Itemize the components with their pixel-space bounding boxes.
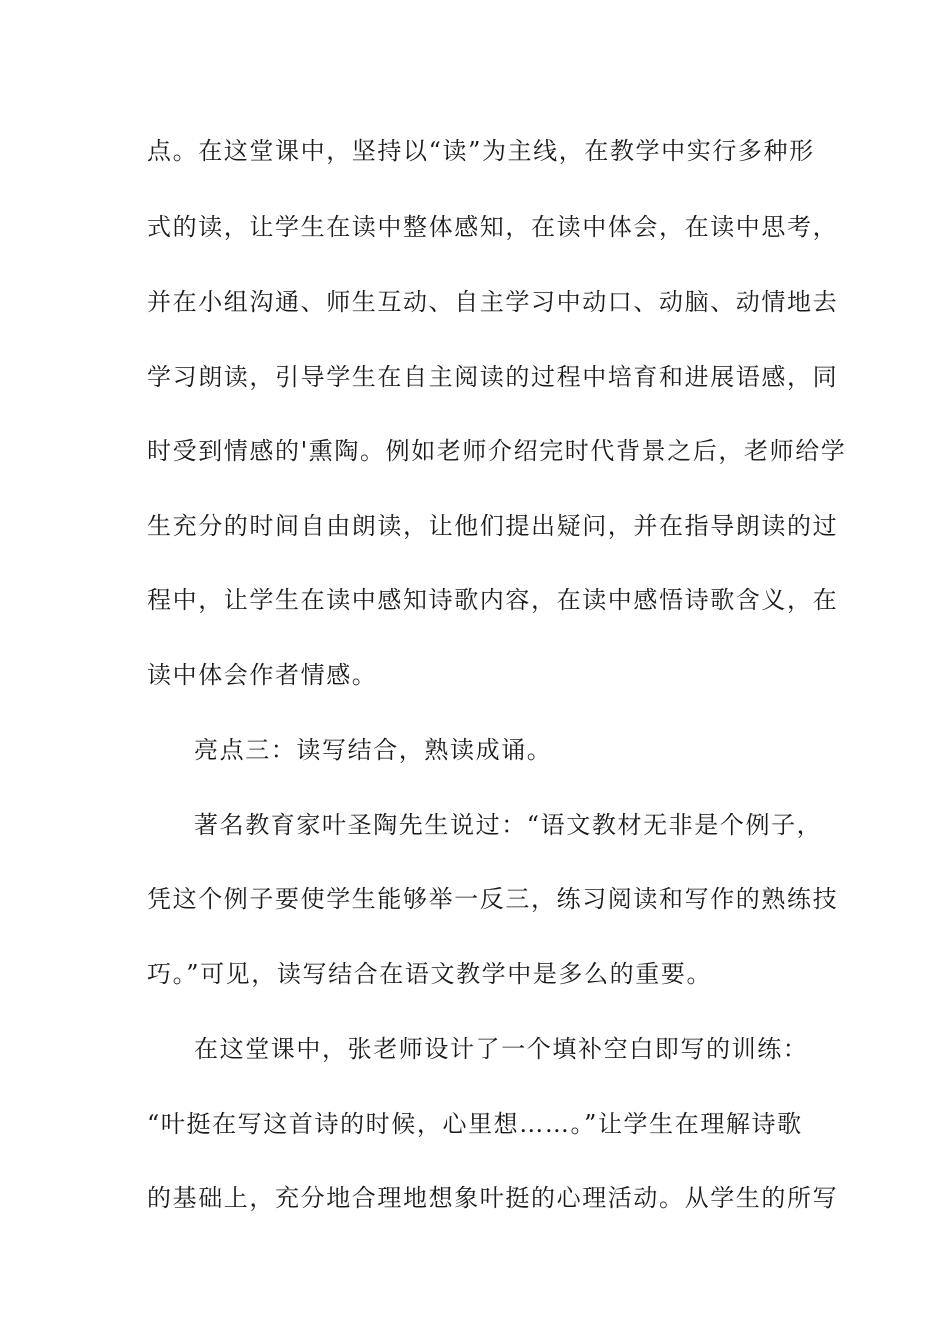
text-line-6: 生充分的时间自由朗读，让他们提出疑问，并在指导朗读的过 [147, 512, 839, 540]
text-line-3: 并在小组沟通、师生互动、自主学习中动口、动脑、动情地去 [147, 288, 839, 316]
text-line-2: 式的读，让学生在读中整体感知，在读中体会，在读中思考， [147, 213, 839, 241]
section-heading: 亮点三：读写结合，熟读成诵。 [194, 736, 553, 764]
text-line-15: 的基础上，充分地合理地想象叶挺的心理活动。从学生的所写 [147, 1184, 839, 1212]
text-line-12: 巧。”可见，读写结合在语文教学中是多么的重要。 [147, 960, 713, 988]
text-line-11: 凭这个例子要使学生能够举一反三，练习阅读和写作的熟练技 [147, 885, 839, 913]
text-line-1: 点。在这堂课中，坚持以“读”为主线，在教学中实行多种形 [147, 137, 815, 165]
text-line-7: 程中，让学生在读中感知诗歌内容，在读中感悟诗歌含义，在 [147, 586, 839, 614]
text-line-10: 著名教育家叶圣陶先生说过：“语文教材无非是个例子， [194, 811, 823, 839]
text-line-4: 学习朗读，引导学生在自主阅读的过程中培育和进展语感，同 [147, 363, 839, 391]
text-line-13: 在这堂课中，张老师设计了一个填补空白即写的训练： [194, 1035, 809, 1063]
text-line-5: 时受到情感的'熏陶。例如老师介绍完时代背景之后，老师给学 [147, 437, 847, 465]
text-line-8: 读中体会作者情感。 [147, 661, 378, 689]
text-line-14: “叶挺在写这首诗的时候，心里想……。”让学生在理解诗歌 [147, 1110, 803, 1138]
